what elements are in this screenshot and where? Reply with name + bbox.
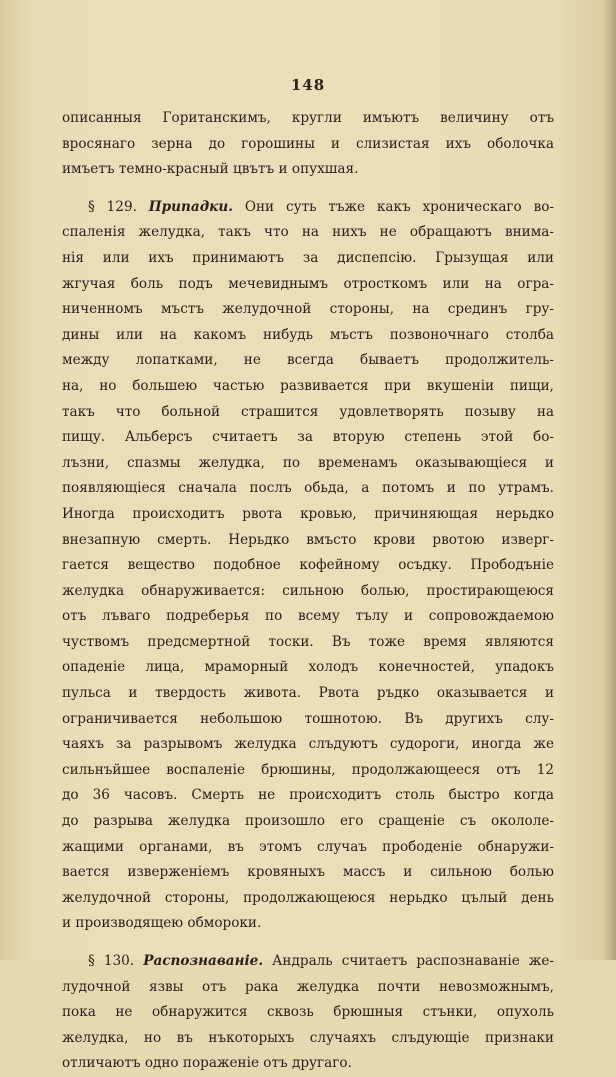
text-line: лъзни, спазмы желудка, по временамъ оказывающіеся и [62,454,554,471]
text-line: до разрыва желудка произошло его сращеніе съ окололе- [62,813,554,830]
text-line: желудочной стороны, продолжающеюся нерьдко цълый день [62,889,554,906]
text-line: чуствомъ предсмертной тоски. Въ тоже время являются [62,633,554,650]
text-line: спаленія желудка, такъ что на нихъ не обращаютъ внима- [62,224,554,241]
text-line: ограничивается небольшою тошнотою. Въ другихъ слу- [62,710,554,727]
text-line: такъ что больной страшится удовлетворять позыву на [62,403,554,420]
text-line: Андраль считаетъ распознаваніе же- [272,953,554,969]
text-line: ниченномъ мъстъ желудочной стороны, на срединъ гру- [62,301,554,318]
text-line: желудка, но въ нъкоторыхъ случаяхъ слъдующіе признаки [62,1029,554,1046]
paragraph-first-line [62,949,554,975]
text-line: описанныя Гоританскимъ, кругли имъютъ величину отъ [62,110,554,126]
section-number: § 129. [88,198,137,215]
text-line: вается изверженіемъ кровяныхъ массъ и сильною болью [62,864,554,881]
text-line: гается вещество подобное кофейному осъдку. Прободъніе [62,557,554,574]
section-heading: Распознаваніе. [143,953,264,969]
text-line: до 36 часовъ. Смерть не происходитъ столь быстро когда [62,787,554,804]
text-line: и производящею обмороки. [62,915,262,932]
text-line: жащими органами, въ этомъ случаъ прободеніе обнаружи- [62,838,554,855]
text-line: Они суть тъже какъ хроническаго во- [244,198,554,215]
text-line: опаденіе лица, мраморный холодъ конечностей, упадокъ [62,659,554,676]
text-line: желудка обнаруживается: сильною болью, простирающеюся [62,582,554,599]
text-body [62,106,554,1077]
text-line: сильнъйшее воспаленіе брюшины, продолжающееся отъ 12 [62,761,554,778]
text-line: нія или ихъ принимаютъ за диспепсію. Грызущая или [62,249,554,266]
text-line: пока не обнаружится сквозь брюшныя стънки, опухоль [62,1004,554,1021]
text-line: имъетъ темно-красный цвътъ и опухшая. [62,161,359,178]
text-line: Иногда происходитъ рвота кровью, причиняющая нерьдко [62,505,554,522]
text-line: отличаютъ одно пораженіе отъ другаго. [62,1055,352,1072]
text-line: пульса и твердость живота. Рвота ръдко оказывается и [62,685,554,702]
section-number: § 130. [88,953,135,969]
text-line: чаяхъ за разрывомъ желудка слъдуютъ судороги, иногда же [62,736,554,753]
text-line: пищу. Альберсъ считаетъ за вторую степень этой бо- [62,429,554,446]
text-line: вросянаго зерна до горошины и слизистая ихъ оболочка [62,135,554,152]
text-line: дины или на какомъ нибудь мъстъ позвоночнаго столба [62,326,554,343]
text-line: жгучая боль подъ мечевиднымъ отросткомъ или на огра- [62,275,554,292]
section-heading: Припадки. [148,198,233,215]
text-line: внезапную смерть. Нерьдко вмъсто крови рвотою изверг- [62,531,554,548]
binding-shadow [604,0,616,960]
text-line: на, но большею частью развивается при вкушеніи пищи, [62,377,554,394]
page-number: 148 [290,76,326,94]
text-line: между лопатками, не всегда бываетъ продолжитель- [62,352,554,369]
text-line: лудочной язвы отъ рака желудка почти невозможнымъ, [62,978,554,995]
paragraph-gap [62,183,554,195]
paragraph-gap [62,937,554,949]
text-line: появляющіеся сначала послъ обьда, а потомъ и по утрамъ. [62,480,554,497]
text-line: отъ лъваго подреберья по всему тълу и сопровождаемою [62,608,554,625]
paragraph-first-line [62,195,554,221]
